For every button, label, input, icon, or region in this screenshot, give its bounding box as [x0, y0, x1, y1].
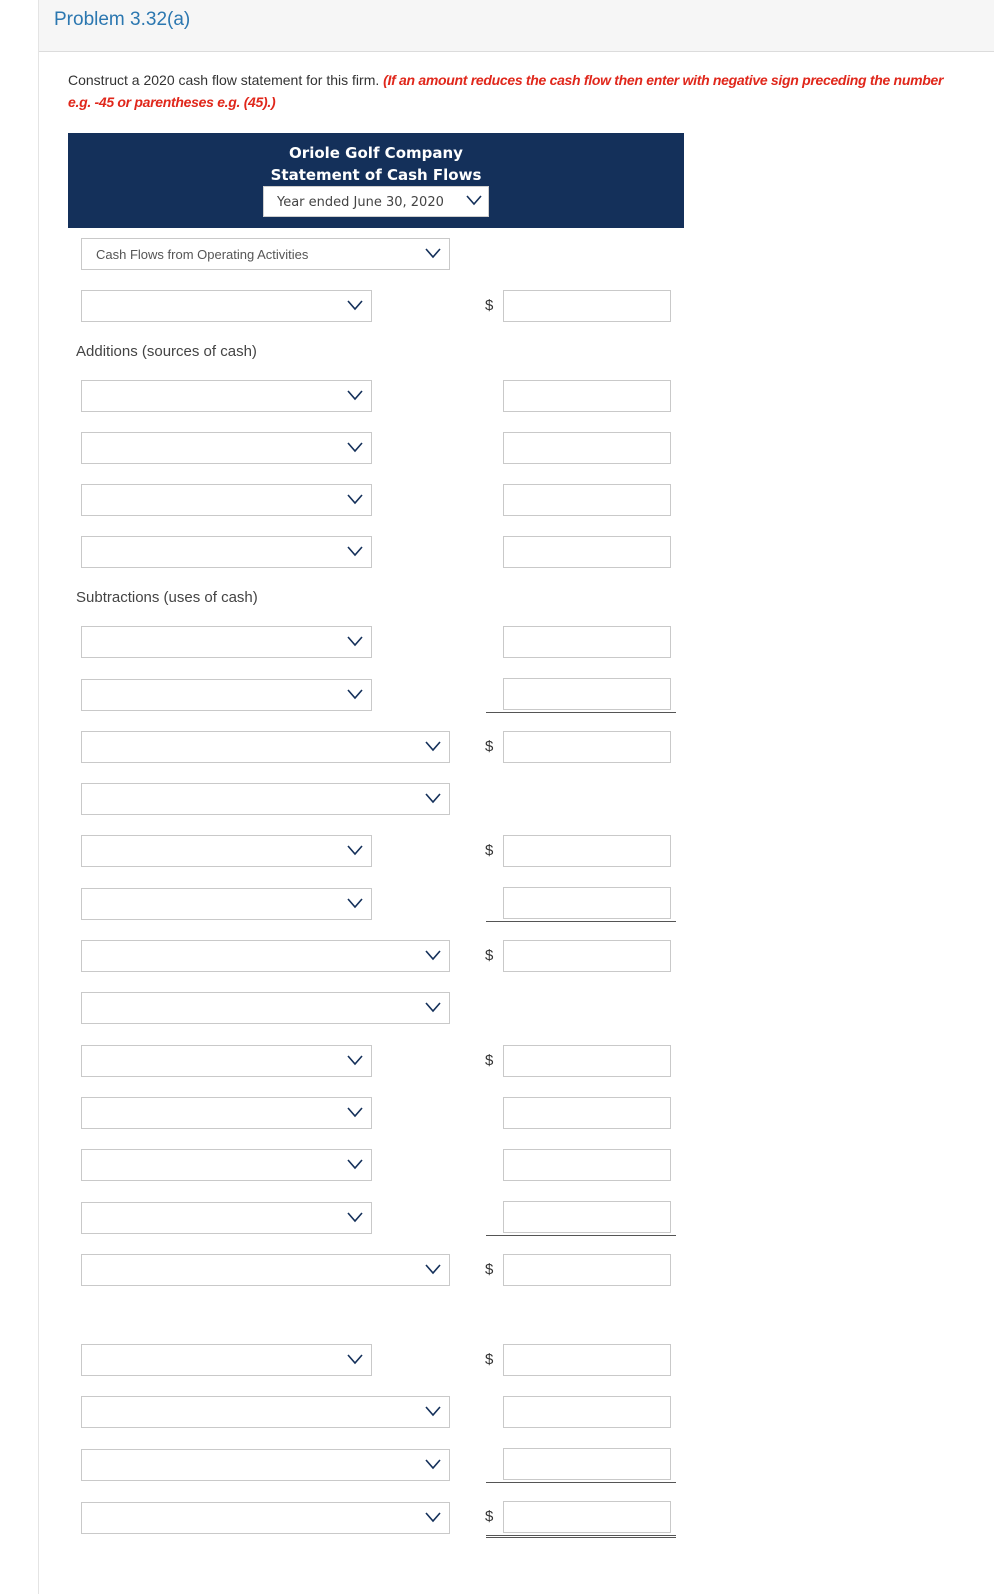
- summary-item-select[interactable]: [81, 1396, 450, 1428]
- amount-input[interactable]: [503, 940, 671, 972]
- line-item-select[interactable]: [81, 1344, 372, 1376]
- operating-heading-select[interactable]: [81, 238, 450, 270]
- chevron-down-icon: [425, 247, 441, 259]
- additions-label: Additions (sources of cash): [76, 343, 257, 360]
- amount-input[interactable]: [503, 1097, 671, 1129]
- addition-item-select[interactable]: [81, 484, 372, 516]
- subtotal-rule: [486, 712, 676, 713]
- final-total-select[interactable]: [81, 1502, 450, 1534]
- amount-input[interactable]: [503, 536, 671, 568]
- amount-input[interactable]: [503, 1396, 671, 1428]
- chevron-down-icon: [425, 1511, 441, 1523]
- period-select-value: Year ended June 30, 2020: [277, 195, 444, 210]
- chevron-down-icon: [347, 688, 363, 700]
- amount-input[interactable]: [503, 1448, 671, 1480]
- amount-input[interactable]: [503, 1201, 671, 1233]
- total-item-select[interactable]: [81, 731, 450, 763]
- chevron-down-icon: [347, 1211, 363, 1223]
- chevron-down-icon: [347, 1054, 363, 1066]
- period-select[interactable]: [263, 186, 489, 217]
- summary-item-select[interactable]: [81, 1449, 450, 1481]
- amount-input[interactable]: [503, 484, 671, 516]
- chevron-down-icon: [425, 740, 441, 752]
- addition-item-select[interactable]: [81, 536, 372, 568]
- chevron-down-icon: [425, 1263, 441, 1275]
- section-heading-select[interactable]: [81, 783, 450, 815]
- chevron-down-icon: [466, 194, 482, 206]
- instruction-main: Construct a 2020 cash flow statement for this firm.: [68, 72, 384, 88]
- chevron-down-icon: [347, 1106, 363, 1118]
- chevron-down-icon: [347, 897, 363, 909]
- dollar-sign: $: [485, 1351, 494, 1368]
- company-name: Oriole Golf Company: [289, 144, 463, 162]
- chevron-down-icon: [347, 299, 363, 311]
- line-item-select[interactable]: [81, 888, 372, 920]
- section-heading-select[interactable]: [81, 992, 450, 1024]
- line-item-select[interactable]: [81, 1202, 372, 1234]
- addition-item-select[interactable]: [81, 380, 372, 412]
- problem-title: Problem 3.32(a): [54, 9, 191, 30]
- line-item-select[interactable]: [81, 835, 372, 867]
- amount-input[interactable]: [503, 626, 671, 658]
- dollar-sign: $: [485, 1508, 494, 1525]
- instruction-text: [68, 69, 948, 113]
- chevron-down-icon: [425, 1405, 441, 1417]
- dollar-sign: $: [485, 1052, 494, 1069]
- line-item-select[interactable]: [81, 1045, 372, 1077]
- chevron-down-icon: [347, 545, 363, 557]
- line-item-select[interactable]: [81, 1149, 372, 1181]
- subtotal-rule: [486, 921, 676, 922]
- amount-input[interactable]: [503, 1254, 671, 1286]
- chevron-down-icon: [347, 1353, 363, 1365]
- dollar-sign: $: [485, 297, 494, 314]
- amount-input[interactable]: [503, 1149, 671, 1181]
- dollar-sign: $: [485, 738, 494, 755]
- amount-input[interactable]: [503, 1344, 671, 1376]
- dollar-sign: $: [485, 1261, 494, 1278]
- chevron-down-icon: [425, 1001, 441, 1013]
- dollar-sign: $: [485, 842, 494, 859]
- chevron-down-icon: [347, 1158, 363, 1170]
- statement-title: Statement of Cash Flows: [270, 166, 482, 184]
- amount-input[interactable]: [503, 731, 671, 763]
- chevron-down-icon: [347, 493, 363, 505]
- chevron-down-icon: [347, 441, 363, 453]
- total-item-select[interactable]: [81, 940, 450, 972]
- dollar-sign: $: [485, 947, 494, 964]
- chevron-down-icon: [347, 844, 363, 856]
- final-amount-input[interactable]: [503, 1501, 671, 1533]
- statement-header: [68, 133, 684, 228]
- subtotal-rule: [486, 1235, 676, 1236]
- subtraction-item-select[interactable]: [81, 626, 372, 658]
- subtractions-label: Subtractions (uses of cash): [76, 589, 258, 606]
- chevron-down-icon: [425, 949, 441, 961]
- chevron-down-icon: [425, 792, 441, 804]
- instruction-hint: (If an amount reduces the cash flow then enter with negative sign preceding the number e.g. -45 or parentheses e.g. (45).): [68, 72, 944, 110]
- amount-input[interactable]: [503, 678, 671, 710]
- amount-input[interactable]: [503, 1045, 671, 1077]
- double-rule: [486, 1535, 676, 1538]
- left-rail: [0, 0, 39, 1594]
- amount-input[interactable]: [503, 432, 671, 464]
- chevron-down-icon: [347, 635, 363, 647]
- line-item-select[interactable]: [81, 1097, 372, 1129]
- amount-input[interactable]: [503, 835, 671, 867]
- line-item-select[interactable]: [81, 290, 372, 322]
- chevron-down-icon: [347, 389, 363, 401]
- header-bar: [39, 0, 994, 52]
- addition-item-select[interactable]: [81, 432, 372, 464]
- operating-heading-value: Cash Flows from Operating Activities: [96, 247, 309, 262]
- chevron-down-icon: [425, 1458, 441, 1470]
- subtotal-rule: [486, 1482, 676, 1483]
- amount-input[interactable]: [503, 290, 671, 322]
- amount-input[interactable]: [503, 380, 671, 412]
- total-item-select[interactable]: [81, 1254, 450, 1286]
- subtraction-item-select[interactable]: [81, 679, 372, 711]
- amount-input[interactable]: [503, 887, 671, 919]
